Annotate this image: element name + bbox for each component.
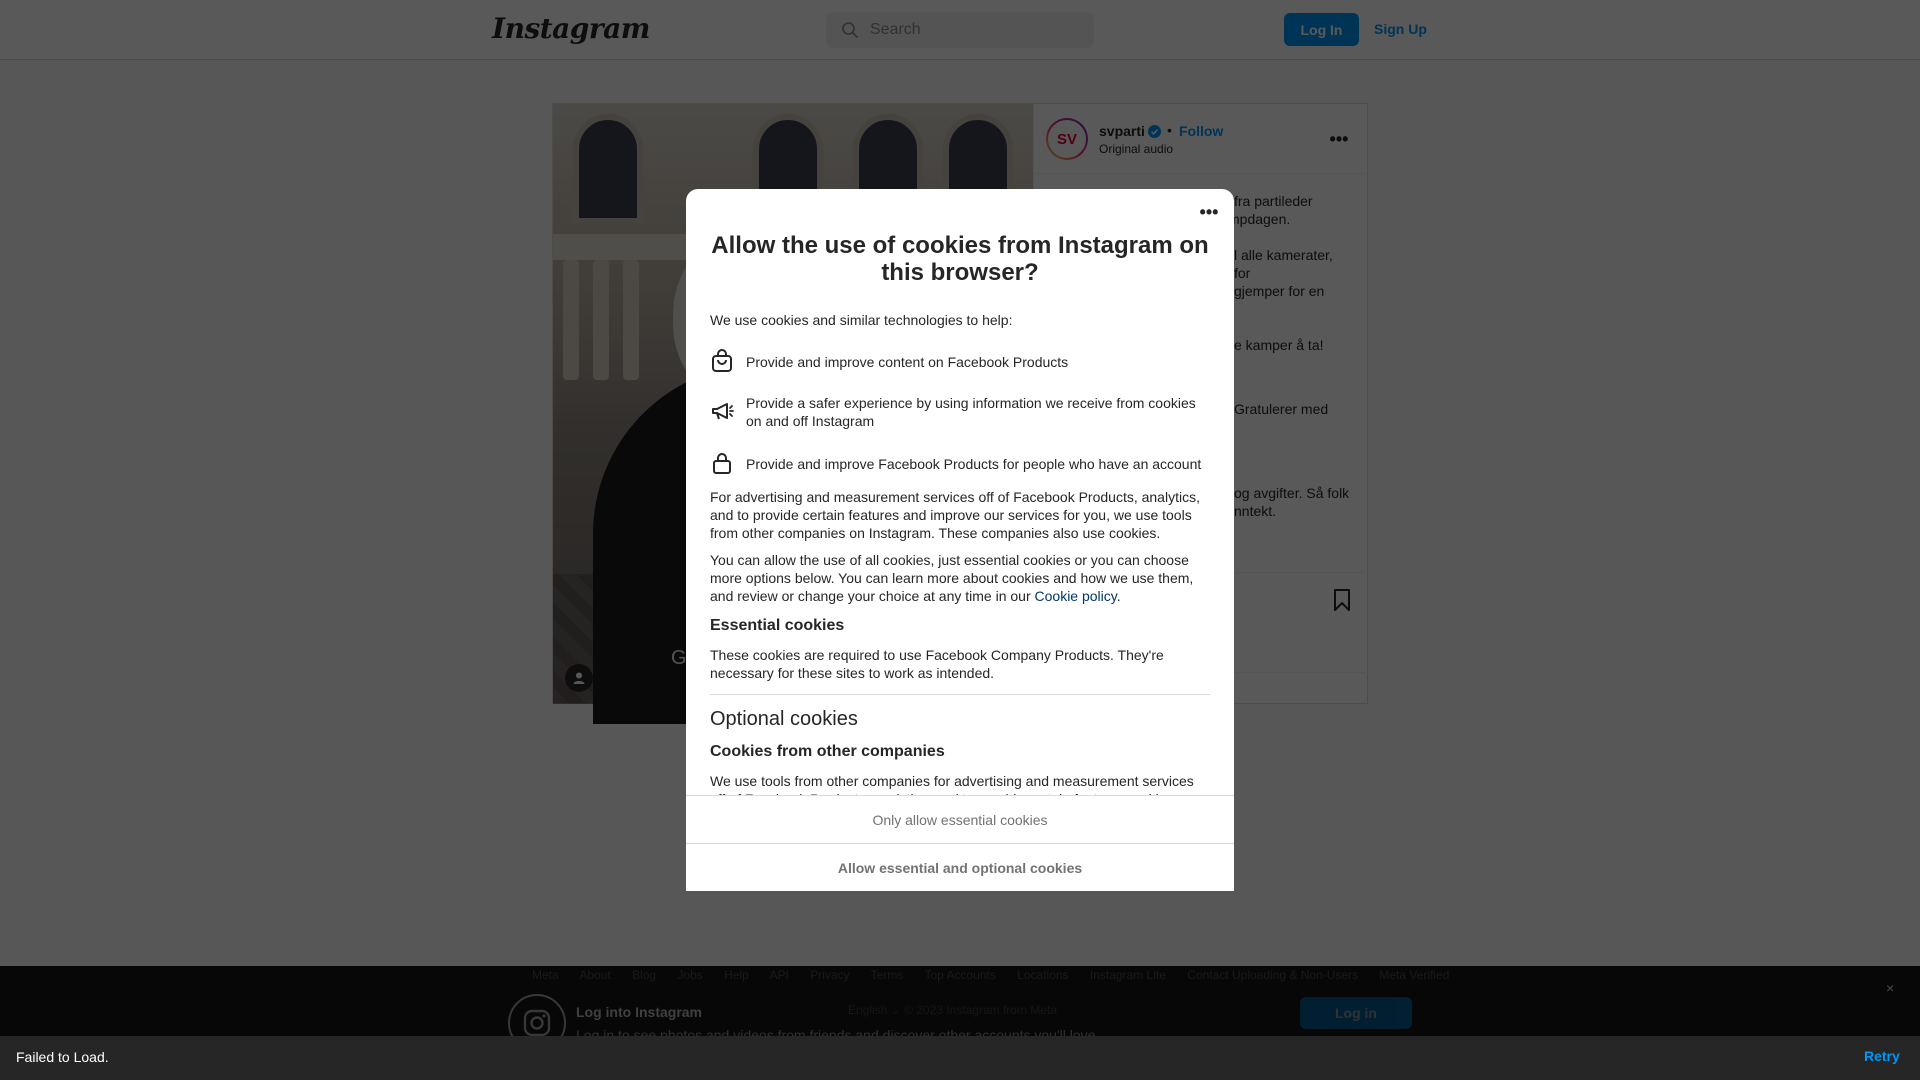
error-snackbar: [0, 1036, 1920, 1080]
cookie-paragraph-text: You can allow the use of all cookies, just essential cookies or you can choose more options below. You can learn more about cookies and how we use them, and review or change your choice at any time in our: [710, 552, 1194, 604]
cookie-paragraph-third-party: For advertising and measurement services off of Facebook Products, analytics, and to provide certain features and improve our services for you, we use tools from other companies on Instagram. These companies also use cookies.: [710, 489, 1200, 541]
megaphone-icon: [710, 399, 734, 423]
section-divider: [710, 694, 1210, 695]
cookie-intro: We use cookies and similar technologies to help:: [710, 312, 1013, 328]
snackbar-message: Failed to Load.: [16, 1049, 109, 1065]
only-essential-cookies-button[interactable]: Only allow essential cookies: [686, 795, 1234, 843]
other-companies-text: We use tools from other companies for advertising and measurement services: [710, 773, 1194, 789]
lock-icon: [710, 451, 734, 475]
cookie-dialog-title: Allow the use of cookies from Instagram on this browser?: [711, 232, 1209, 286]
allow-all-cookies-button[interactable]: Allow essential and optional cookies: [686, 843, 1234, 891]
shopping-bag-icon: [710, 349, 734, 373]
essential-cookies-heading: Essential cookies: [710, 617, 845, 634]
cookie-purpose-item: Provide and improve Facebook Products for people who have an account: [746, 456, 1202, 472]
cookie-paragraph-choices: [710, 551, 1210, 605]
more-options-icon[interactable]: •••: [1194, 197, 1224, 227]
optional-cookies-heading: Optional cookies: [710, 708, 858, 730]
cookie-consent-dialog: [686, 189, 1234, 891]
cookie-dialog-scroll-area[interactable]: [686, 189, 1234, 795]
cookie-paragraph-end: .: [1116, 588, 1121, 604]
retry-button[interactable]: Retry: [1864, 1048, 1900, 1064]
cookie-purpose-item: Provide and improve content on Facebook Products: [746, 354, 1069, 370]
cookie-policy-link[interactable]: Cookie policy: [1034, 588, 1117, 604]
essential-cookies-text: These cookies are required to use Facebook Company Products. They're necessary for these sites to work as intended.: [710, 647, 1164, 681]
other-companies-heading: Cookies from other companies: [710, 743, 945, 760]
cookie-purpose-item: Provide a safer experience by using information we receive from cookies on and off Instagram: [746, 395, 1196, 429]
